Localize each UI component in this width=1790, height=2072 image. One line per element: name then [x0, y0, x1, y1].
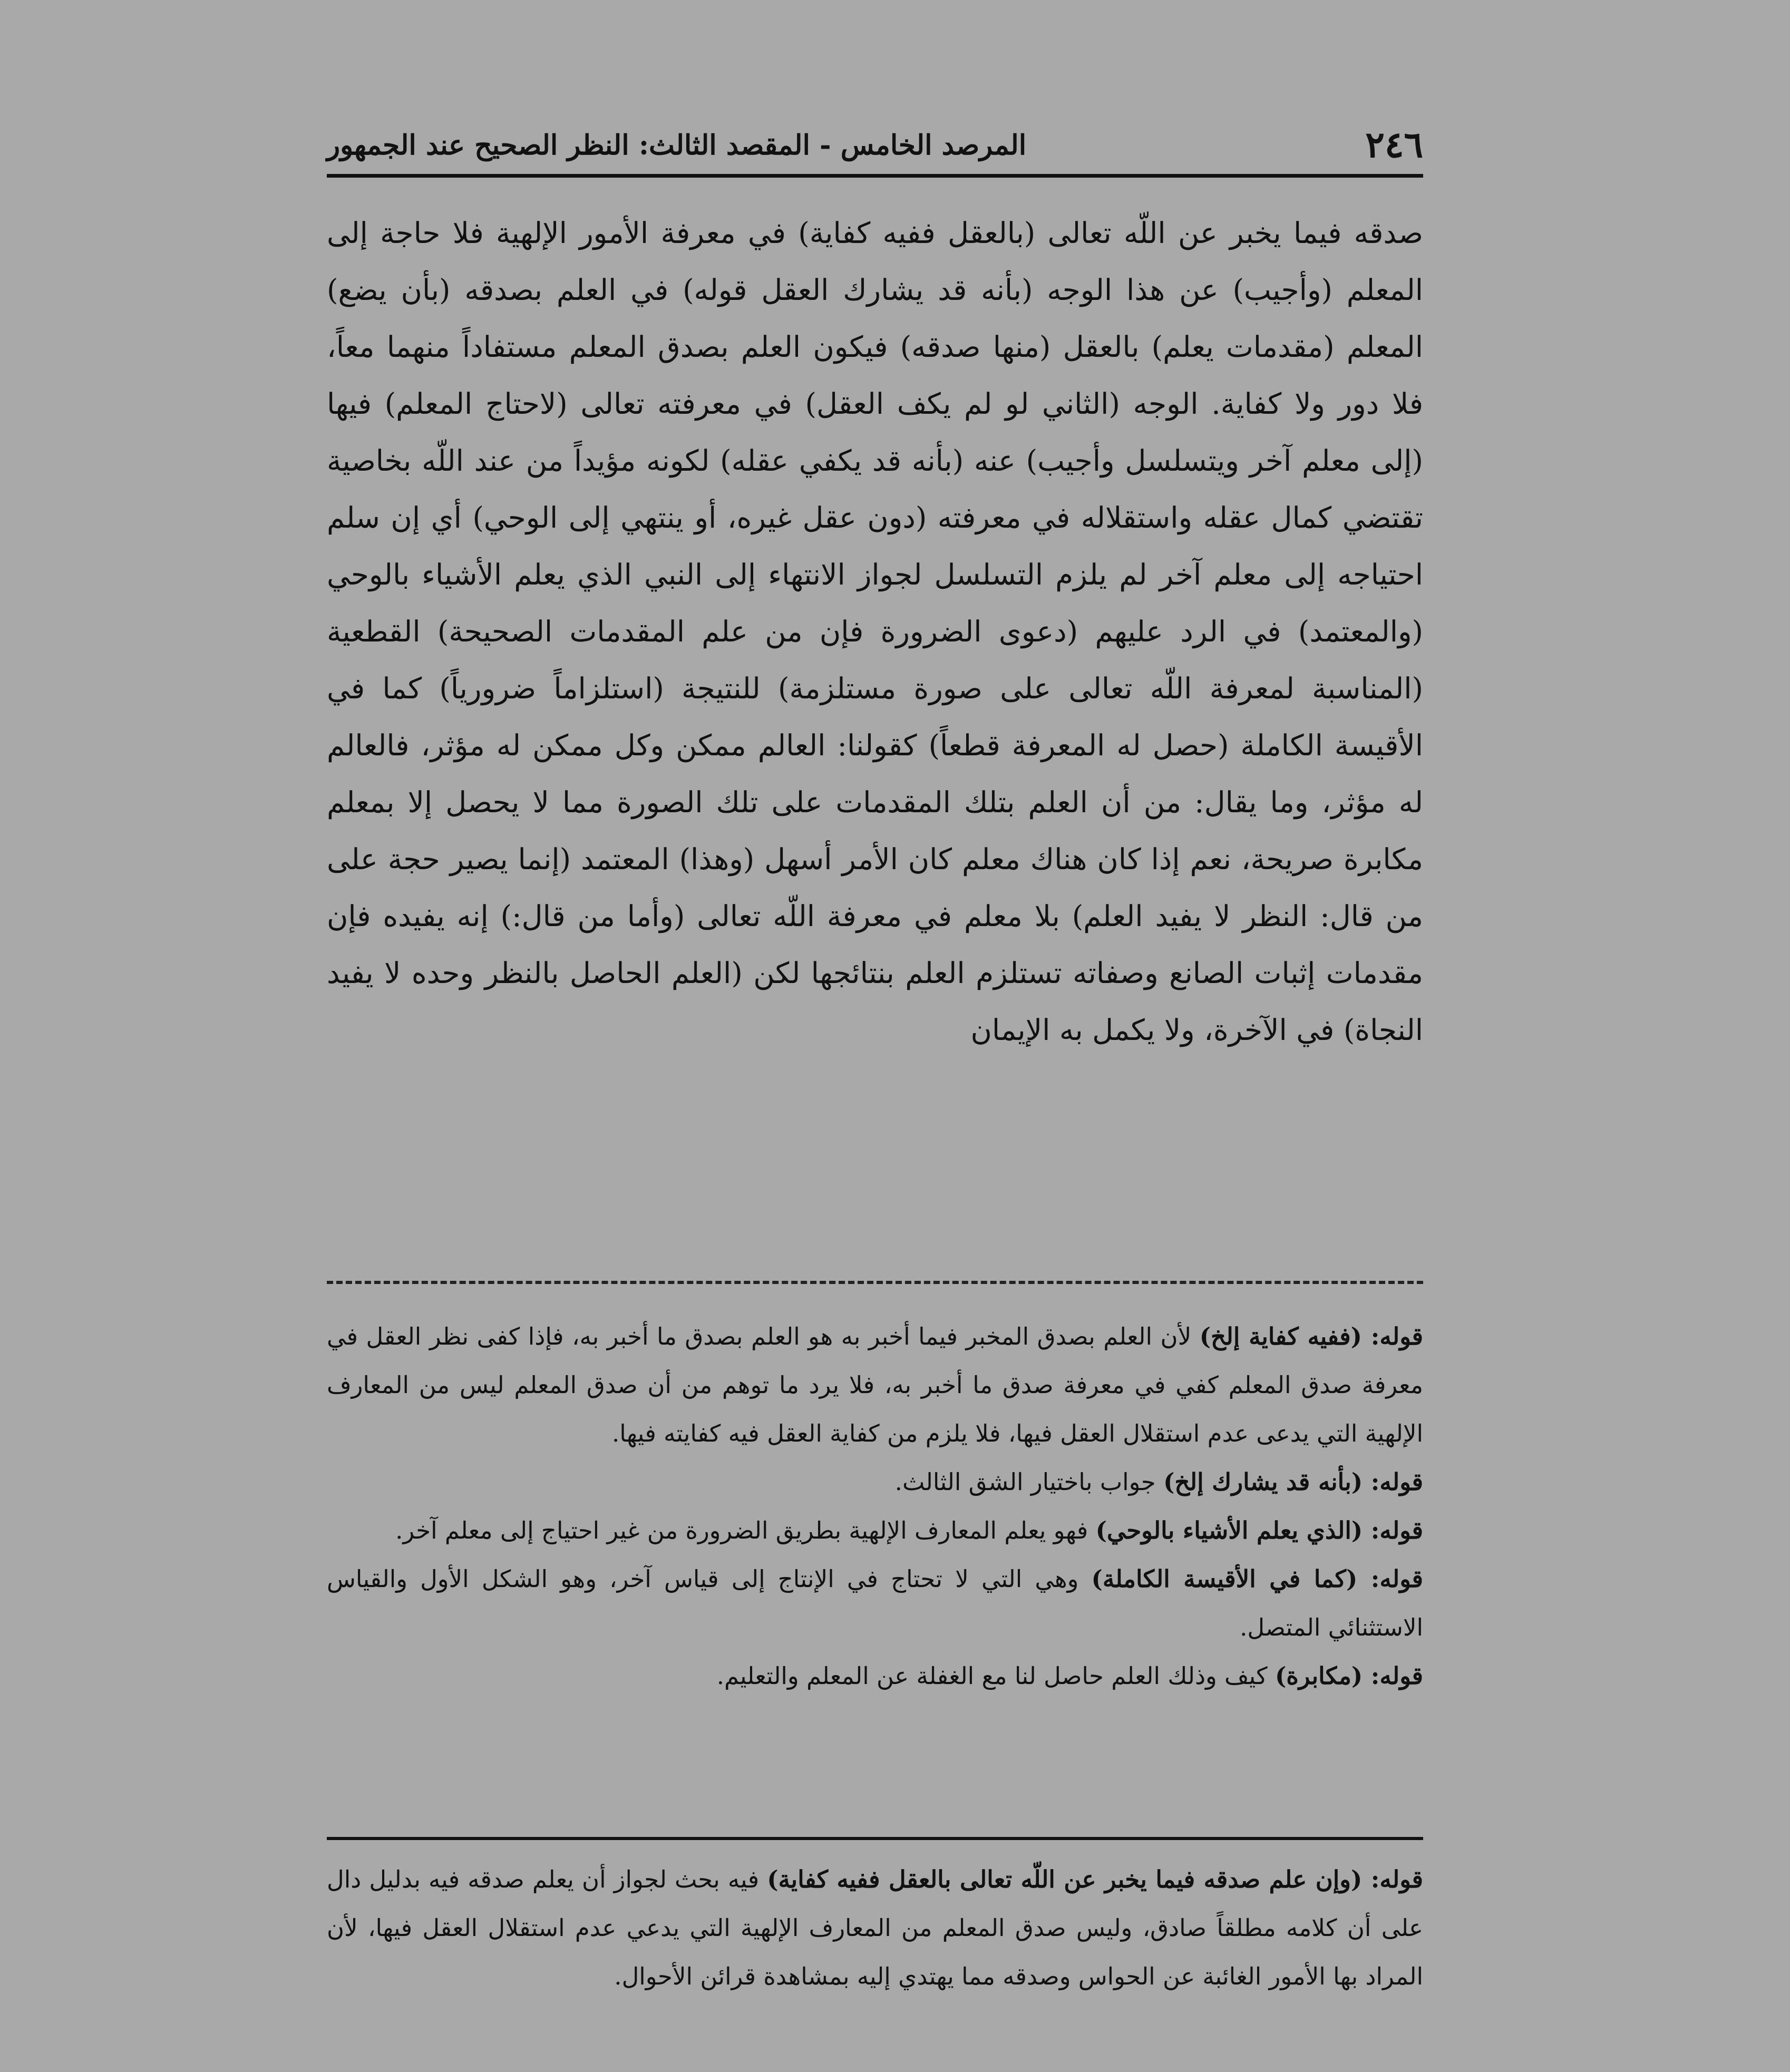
note-label: قوله: (الذي يعلم الأشياء بالوحي) — [1095, 1516, 1423, 1544]
book-page — [327, 116, 1423, 1990]
note-text: فهو يعلم المعارف الإلهية بطريق الضرورة من غير احتياج إلى معلم آخر. — [395, 1516, 1096, 1544]
dashed-separator — [327, 1281, 1423, 1284]
page-number: ٢٤٦ — [1365, 124, 1423, 166]
note-label: قوله: (كما في الأقيسة الكاملة) — [1091, 1565, 1423, 1593]
note-secondary-1 — [327, 1855, 1423, 2001]
secondary-notes — [327, 1855, 1423, 2001]
note-label: قوله: (وإن علم صدقه فيما يخبر عن اللّه تعالى بالعقل ففيه كفاية) — [767, 1865, 1423, 1893]
main-text — [327, 205, 1423, 1058]
note-text: جواب باختيار الشق الثالث. — [894, 1468, 1164, 1496]
note-3 — [327, 1506, 1423, 1555]
note-1 — [327, 1312, 1423, 1458]
note-label: قوله: (بأنه قد يشارك إلخ) — [1163, 1468, 1423, 1496]
note-text: وهي التي لا تحتاج في الإنتاج إلى قياس آخر، وهو الشكل الأول والقياس الاستثنائي المتصل. — [327, 1565, 1423, 1641]
note-2 — [327, 1458, 1423, 1506]
note-4 — [327, 1555, 1423, 1652]
solid-separator — [327, 1837, 1423, 1840]
running-title: المرصد الخامس - المقصد الثالث: النظر الصحيح عند الجمهور — [327, 129, 1027, 161]
note-text: فيه بحث لجواز أن يعلم صدقه فيه بدليل دال على أن كلامه مطلقاً صادق، وليس صدق المعلم من المعارف الإلهية التي يدعي عدم استقلال العقل فيها، لأن المراد بها الأمور الغائبة عن الحواس وصدقه مما يهتدي إليه بمشاهدة قرائن الأحوال. — [327, 1865, 1423, 1990]
commentary-notes — [327, 1312, 1423, 1700]
note-label: قوله: (ففيه كفاية إلخ) — [1199, 1322, 1423, 1350]
note-label: قوله: (مكابرة) — [1275, 1662, 1423, 1690]
note-5 — [327, 1652, 1423, 1700]
note-text: كيف وذلك العلم حاصل لنا مع الغفلة عن المعلم والتعليم. — [716, 1662, 1275, 1690]
note-text: لأن العلم بصدق المخبر فيما أخبر به هو العلم بصدق ما أخبر به، فإذا كفى نظر العقل في معرفة صدق المعلم كفي في معرفة صدق ما أخبر به، فلا يرد ما توهم من أن صدق المعلم ليس من المعارف الإلهية التي يدعى عدم استقلال العقل فيها، فلا يلزم من كفاية العقل فيه كفايته فيها. — [327, 1322, 1423, 1447]
main-paragraph: صدقه فيما يخبر عن اللّه تعالى (بالعقل ففيه كفاية) في معرفة الأمور الإلهية فلا حاجة إلى المعلم (وأجيب) عن هذا الوجه (بأنه قد يشارك العقل قوله) في العلم بصدقه (بأن يضع) المعلم (مقدمات يعلم) بالعقل (منها صدقه) فيكون العلم بصدق المعلم مستفاداً منهما معاً، فلا دور ولا كفاية. الوجه (الثاني لو لم يكف العقل) في معرفته تعالى (لاحتاج المعلم) فيها (إلى معلم آخر ويتسلسل وأجيب) عنه (بأنه قد يكفي عقله) لكونه مؤيداً من عند اللّه بخاصية تقتضي كمال عقله واستقلاله في معرفته (دون عقل غيره، أو ينتهي إلى الوحي) أي إن سلم احتياجه إلى معلم آخر لم يلزم التسلسل لجواز الانتهاء إلى النبي الذي يعلم الأشياء بالوحي (والمعتمد) في الرد عليهم (دعوى الضرورة فإن من علم المقدمات الصحيحة) القطعية (المناسبة لمعرفة اللّه تعالى على صورة مستلزمة) للنتيجة (استلزاماً ضرورياً) كما في الأقيسة الكاملة (حصل له المعرفة قطعاً) كقولنا: العالم ممكن وكل ممكن له مؤثر، فالعالم له مؤثر، وما يقال: من أن العلم بتلك المقدمات على تلك الصورة مما لا يحصل إلا بمعلم مكابرة صريحة، نعم إذا كان هناك معلم كان الأمر أسهل (وهذا) المعتمد (إنما يصير حجة على من قال: النظر لا يفيد العلم) بلا معلم في معرفة اللّه تعالى (وأما من قال:) إنه يفيده فإن مقدمات إثبات الصانع وصفاته تستلزم العلم بنتائجها لكن (العلم الحاصل بالنظر وحده لا يفيد النجاة) في الآخرة، ولا يكمل به الإيمان — [327, 216, 1423, 1047]
page-header — [327, 116, 1423, 178]
